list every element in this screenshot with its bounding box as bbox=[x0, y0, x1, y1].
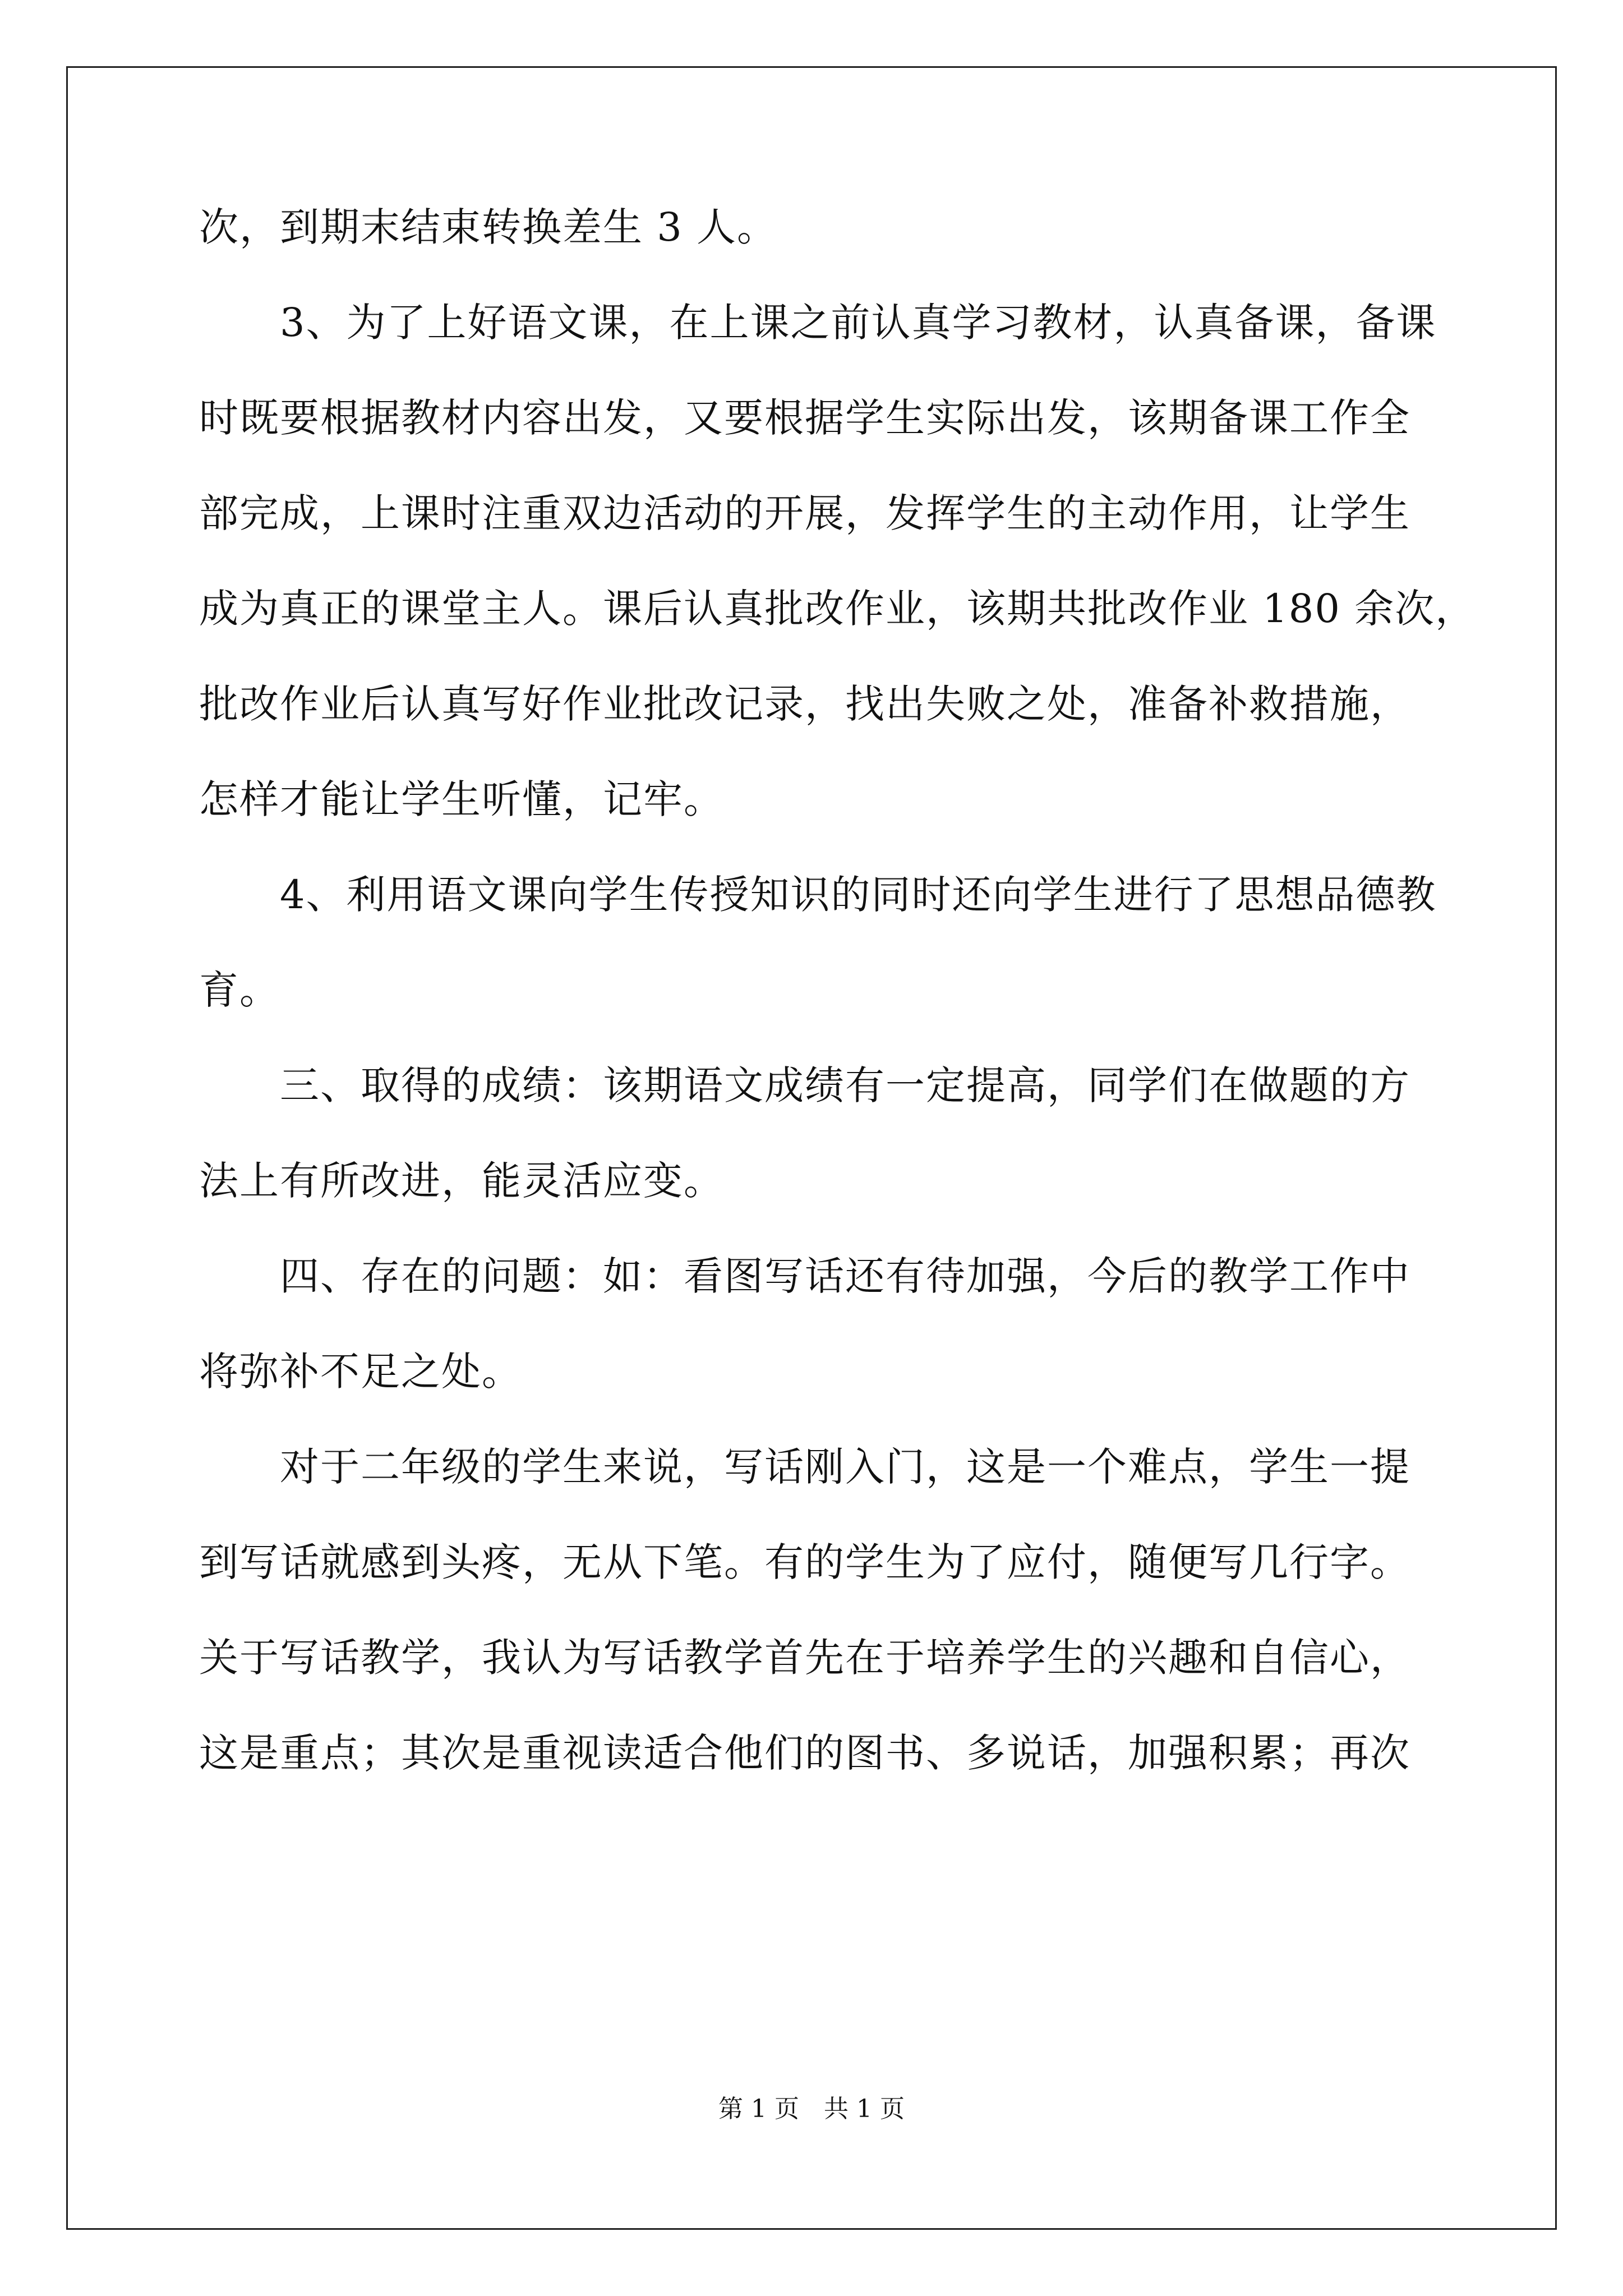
page-footer: 第 1 页 共 1 页 bbox=[718, 2095, 905, 2123]
text-line: 到写话就感到头疼，无从下笔。有的学生为了应付，随便写几行字。 bbox=[199, 1539, 1410, 1585]
text-line: 三、取得的成绩：该期语文成绩有一定提高，同学们在做题的方 bbox=[199, 1062, 1410, 1108]
text-line: 关于写话教学，我认为写话教学首先在于培养学生的兴趣和自信心， bbox=[199, 1635, 1410, 1681]
text-line: 法上有所改进，能灵活应变。 bbox=[199, 1158, 724, 1204]
text-line: 批改作业后认真写好作业批改记录，找出失败之处，准备补救措施， bbox=[199, 681, 1410, 727]
text-line: 四、存在的问题：如：看图写话还有待加强，今后的教学工作中 bbox=[199, 1253, 1410, 1299]
text-line: 次，到期末结束转换差生 3 人。 bbox=[199, 204, 778, 250]
text-line: 对于二年级的学生来说，写话刚入门，这是一个难点，学生一提 bbox=[199, 1444, 1410, 1490]
text-line: 3、为了上好语文课，在上课之前认真学习教材，认真备课，备课 bbox=[199, 300, 1437, 346]
text-line: 4、利用语文课向学生传授知识的同时还向学生进行了思想品德教 bbox=[199, 872, 1437, 918]
text-line: 成为真正的课堂主人。课后认真批改作业，该期共批改作业 180 余次， bbox=[199, 586, 1476, 632]
page-border bbox=[66, 66, 1557, 2230]
text-line: 时既要根据教材内容出发，又要根据学生实际出发，该期备课工作全 bbox=[199, 395, 1410, 441]
text-line: 将弥补不足之处。 bbox=[199, 1349, 522, 1395]
text-line: 怎样才能让学生听懂，记牢。 bbox=[199, 776, 724, 822]
text-line: 这是重点；其次是重视读适合他们的图书、多说话，加强积累；再次 bbox=[199, 1730, 1410, 1776]
text-line: 部完成，上课时注重双边活动的开展，发挥学生的主动作用，让学生 bbox=[199, 490, 1410, 536]
text-line: 育。 bbox=[199, 967, 280, 1013]
